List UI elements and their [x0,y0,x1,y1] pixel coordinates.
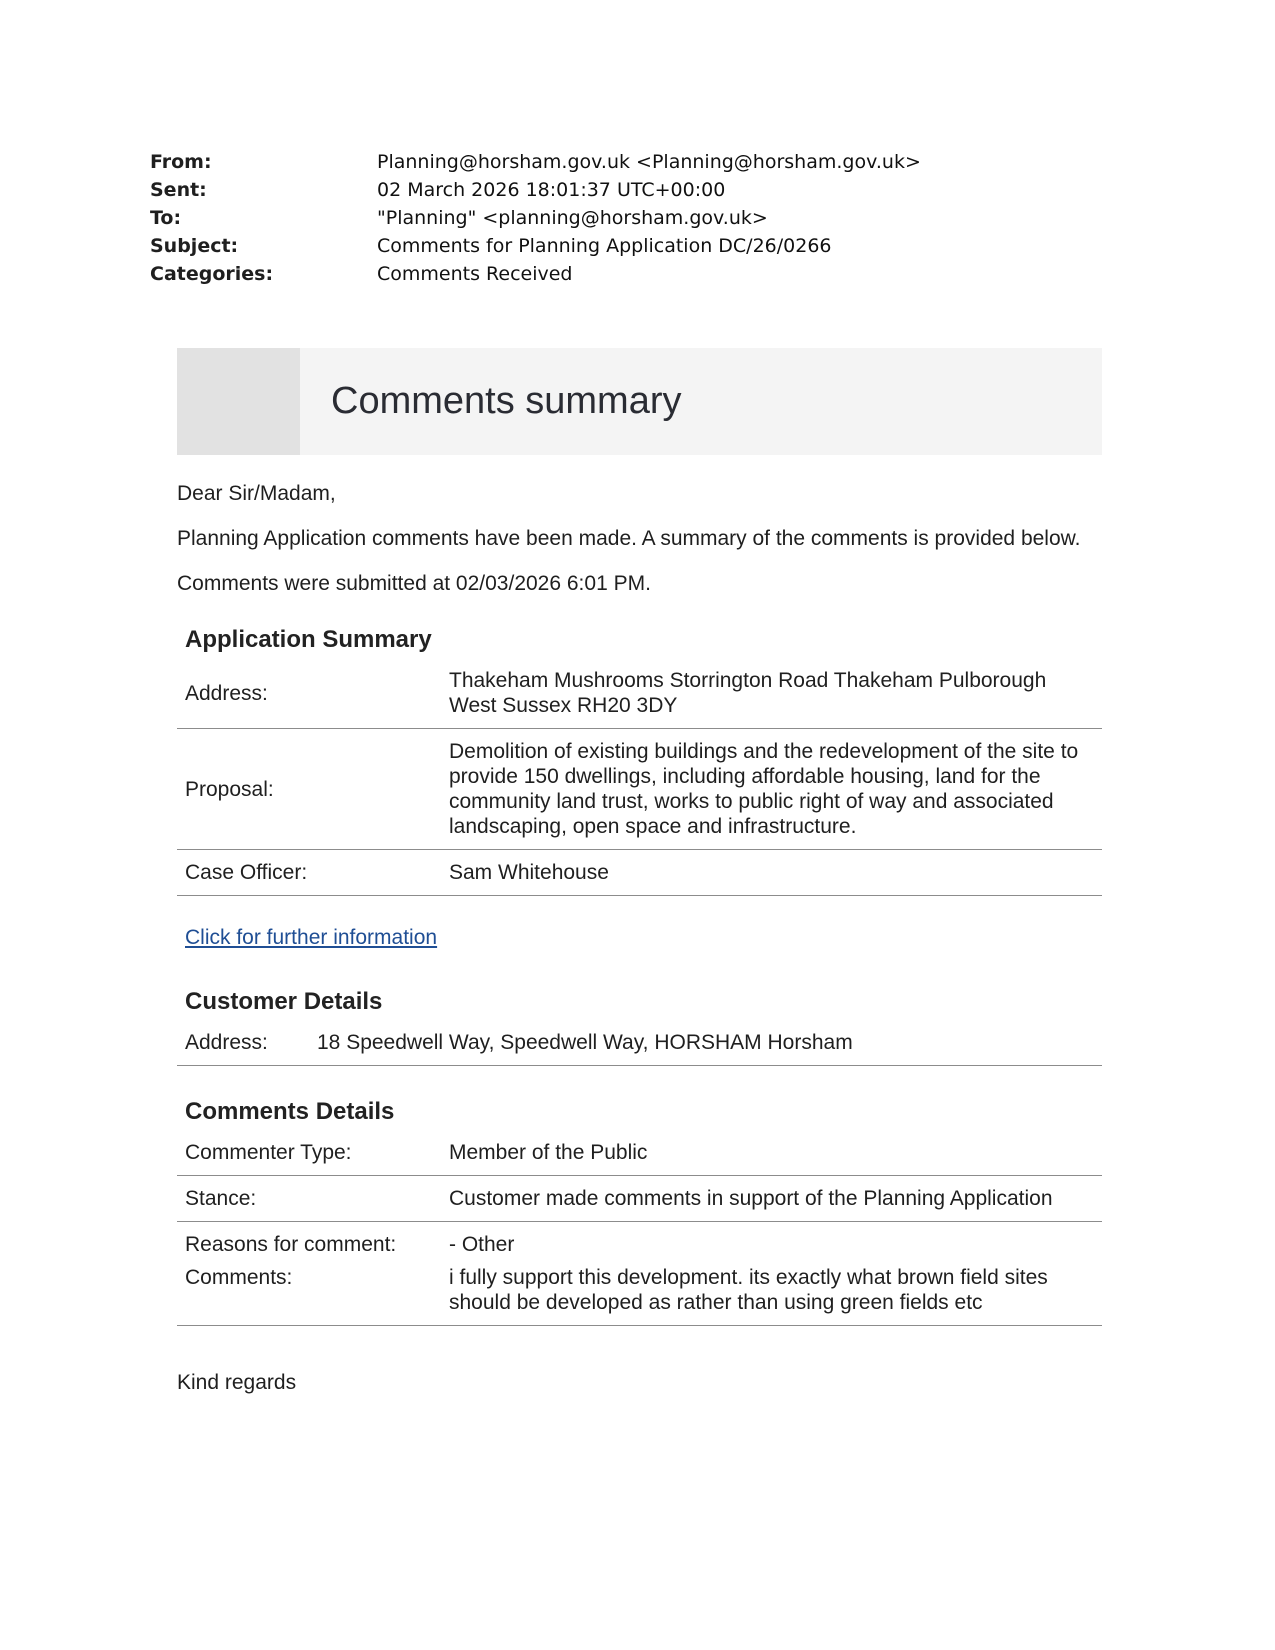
from-row [150,148,921,176]
banner-logo-placeholder [177,348,300,455]
customer-details-heading: Customer Details [185,988,383,1015]
case-officer-value: Sam Whitehouse [441,850,1102,896]
subject-value: Comments for Planning Application DC/26/0266 [377,235,832,257]
stance-label: Stance: [177,1176,441,1222]
banner-title: Comments summary [300,348,1102,455]
address-label: Address: [177,658,441,729]
categories-label: Categories: [150,263,274,285]
greeting: Dear Sir/Madam, [177,482,336,505]
reasons-label: Reasons for comment: [185,1233,397,1256]
from-value: Planning@horsham.gov.uk <Planning@horsham.gov.uk> [377,151,921,173]
email-body [177,348,1102,1395]
sent-label: Sent: [150,179,207,201]
address-value: Thakeham Mushrooms Storrington Road Thakeham Pulborough West Sussex RH20 3DY [441,658,1102,729]
subject-label: Subject: [150,235,239,257]
to-value: "Planning" <planning@horsham.gov.uk> [377,207,768,229]
customer-address-value: 18 Speedwell Way, Speedwell Way, HORSHAM Horsham [309,1020,1102,1066]
application-summary-table [177,658,1102,896]
commenter-type-label: Commenter Type: [177,1130,441,1176]
stance-value: Customer made comments in support of the Planning Application [441,1176,1102,1222]
from-label: From: [150,151,212,173]
table-row [177,1130,1102,1176]
summary-banner [177,348,1102,455]
commenter-type-value: Member of the Public [441,1130,1102,1176]
closing: Kind regards [177,1371,297,1394]
customer-address-label: Address: [177,1020,309,1066]
reasons-value: - Other [449,1233,515,1256]
to-label: To: [150,207,182,229]
email-header [150,148,921,288]
table-row [177,729,1102,850]
proposal-label: Proposal: [177,729,441,850]
further-information-link[interactable]: Click for further information [185,926,438,949]
table-row [177,1020,1102,1066]
subject-row [150,232,921,260]
categories-value: Comments Received [377,263,573,285]
table-row [177,658,1102,729]
proposal-value: Demolition of existing buildings and the redevelopment of the site to provide 150 dwellings, including affordable housing, land for the community land trust, works to public right of way and associated landscaping, open space and infrastructure. [441,729,1102,850]
customer-details-table [177,1020,1102,1066]
comments-label: Comments: [177,1261,441,1326]
table-row [177,850,1102,896]
sent-value: 02 March 2026 18:01:37 UTC+00:00 [377,179,726,201]
further-info-wrap [177,926,1102,950]
comments-details-table [177,1130,1102,1326]
categories-row [150,260,921,288]
table-row [177,1222,1102,1262]
comments-details-heading: Comments Details [185,1098,395,1125]
intro-line-1: Planning Application comments have been made. A summary of the comments is provided below. [177,527,1081,550]
to-row [150,204,921,232]
table-row [177,1176,1102,1222]
comments-value: i fully support this development. its exactly what brown field sites should be developed as rather than using green fields etc [441,1261,1102,1326]
intro-line-2: Comments were submitted at 02/03/2026 6:01 PM. [177,572,651,595]
table-row [177,1261,1102,1326]
application-summary-heading: Application Summary [185,626,432,653]
case-officer-label: Case Officer: [177,850,441,896]
sent-row [150,176,921,204]
